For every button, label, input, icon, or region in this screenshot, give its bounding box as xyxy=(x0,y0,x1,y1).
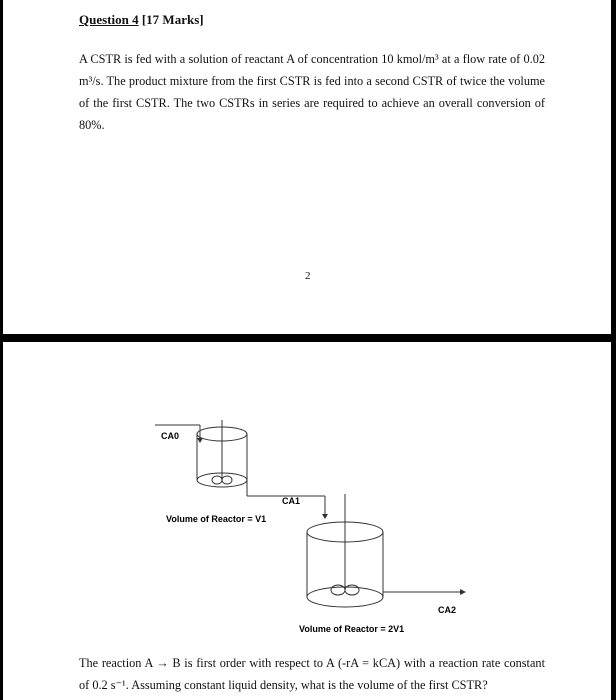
outlet-arrow xyxy=(460,589,466,595)
inlet-2-arrow xyxy=(322,514,328,519)
reaction-statement: The reaction A → B is first order with respect to A (-rA = kCA) with a reaction rate constant of 0.2 s⁻¹. Assuming constant liquid density, what is the volume of the first CSTR? xyxy=(79,656,545,692)
reactor-2-volume-label: Volume of Reactor = 2V1 xyxy=(299,624,405,634)
inlet-concentration-label: CA0 xyxy=(161,431,180,441)
reactor-2 xyxy=(307,494,466,607)
reactor-1-impeller-left xyxy=(212,476,222,484)
cstr-series-diagram xyxy=(3,342,611,642)
question-heading xyxy=(79,12,204,28)
document-page-2 xyxy=(3,342,611,700)
document-page-1 xyxy=(3,0,611,334)
question-marks: [17 Marks] xyxy=(141,12,204,27)
problem-statement: A CSTR is fed with a solution of reactant A of concentration 10 kmol/m³ at a flow rate of 0.02 m³/s. The product mixture from the first CSTR is fed into a second CSTR of twice the volume of the first CSTR. The two CSTRs in series are required to achieve an overall conversion of 80%. xyxy=(79,52,545,132)
reactor-1 xyxy=(155,420,328,519)
question-number: Question 4 xyxy=(79,12,139,27)
outlet-concentration-label: CA2 xyxy=(438,605,457,615)
reactor-2-impeller-left xyxy=(331,585,345,595)
reactor-2-impeller-right xyxy=(345,585,359,595)
reactor-1-volume-label: Volume of Reactor = V1 xyxy=(166,514,267,524)
reactor-1-impeller-right xyxy=(222,476,232,484)
page-number: 2 xyxy=(305,270,311,282)
intermediate-concentration-label: CA1 xyxy=(282,496,301,506)
